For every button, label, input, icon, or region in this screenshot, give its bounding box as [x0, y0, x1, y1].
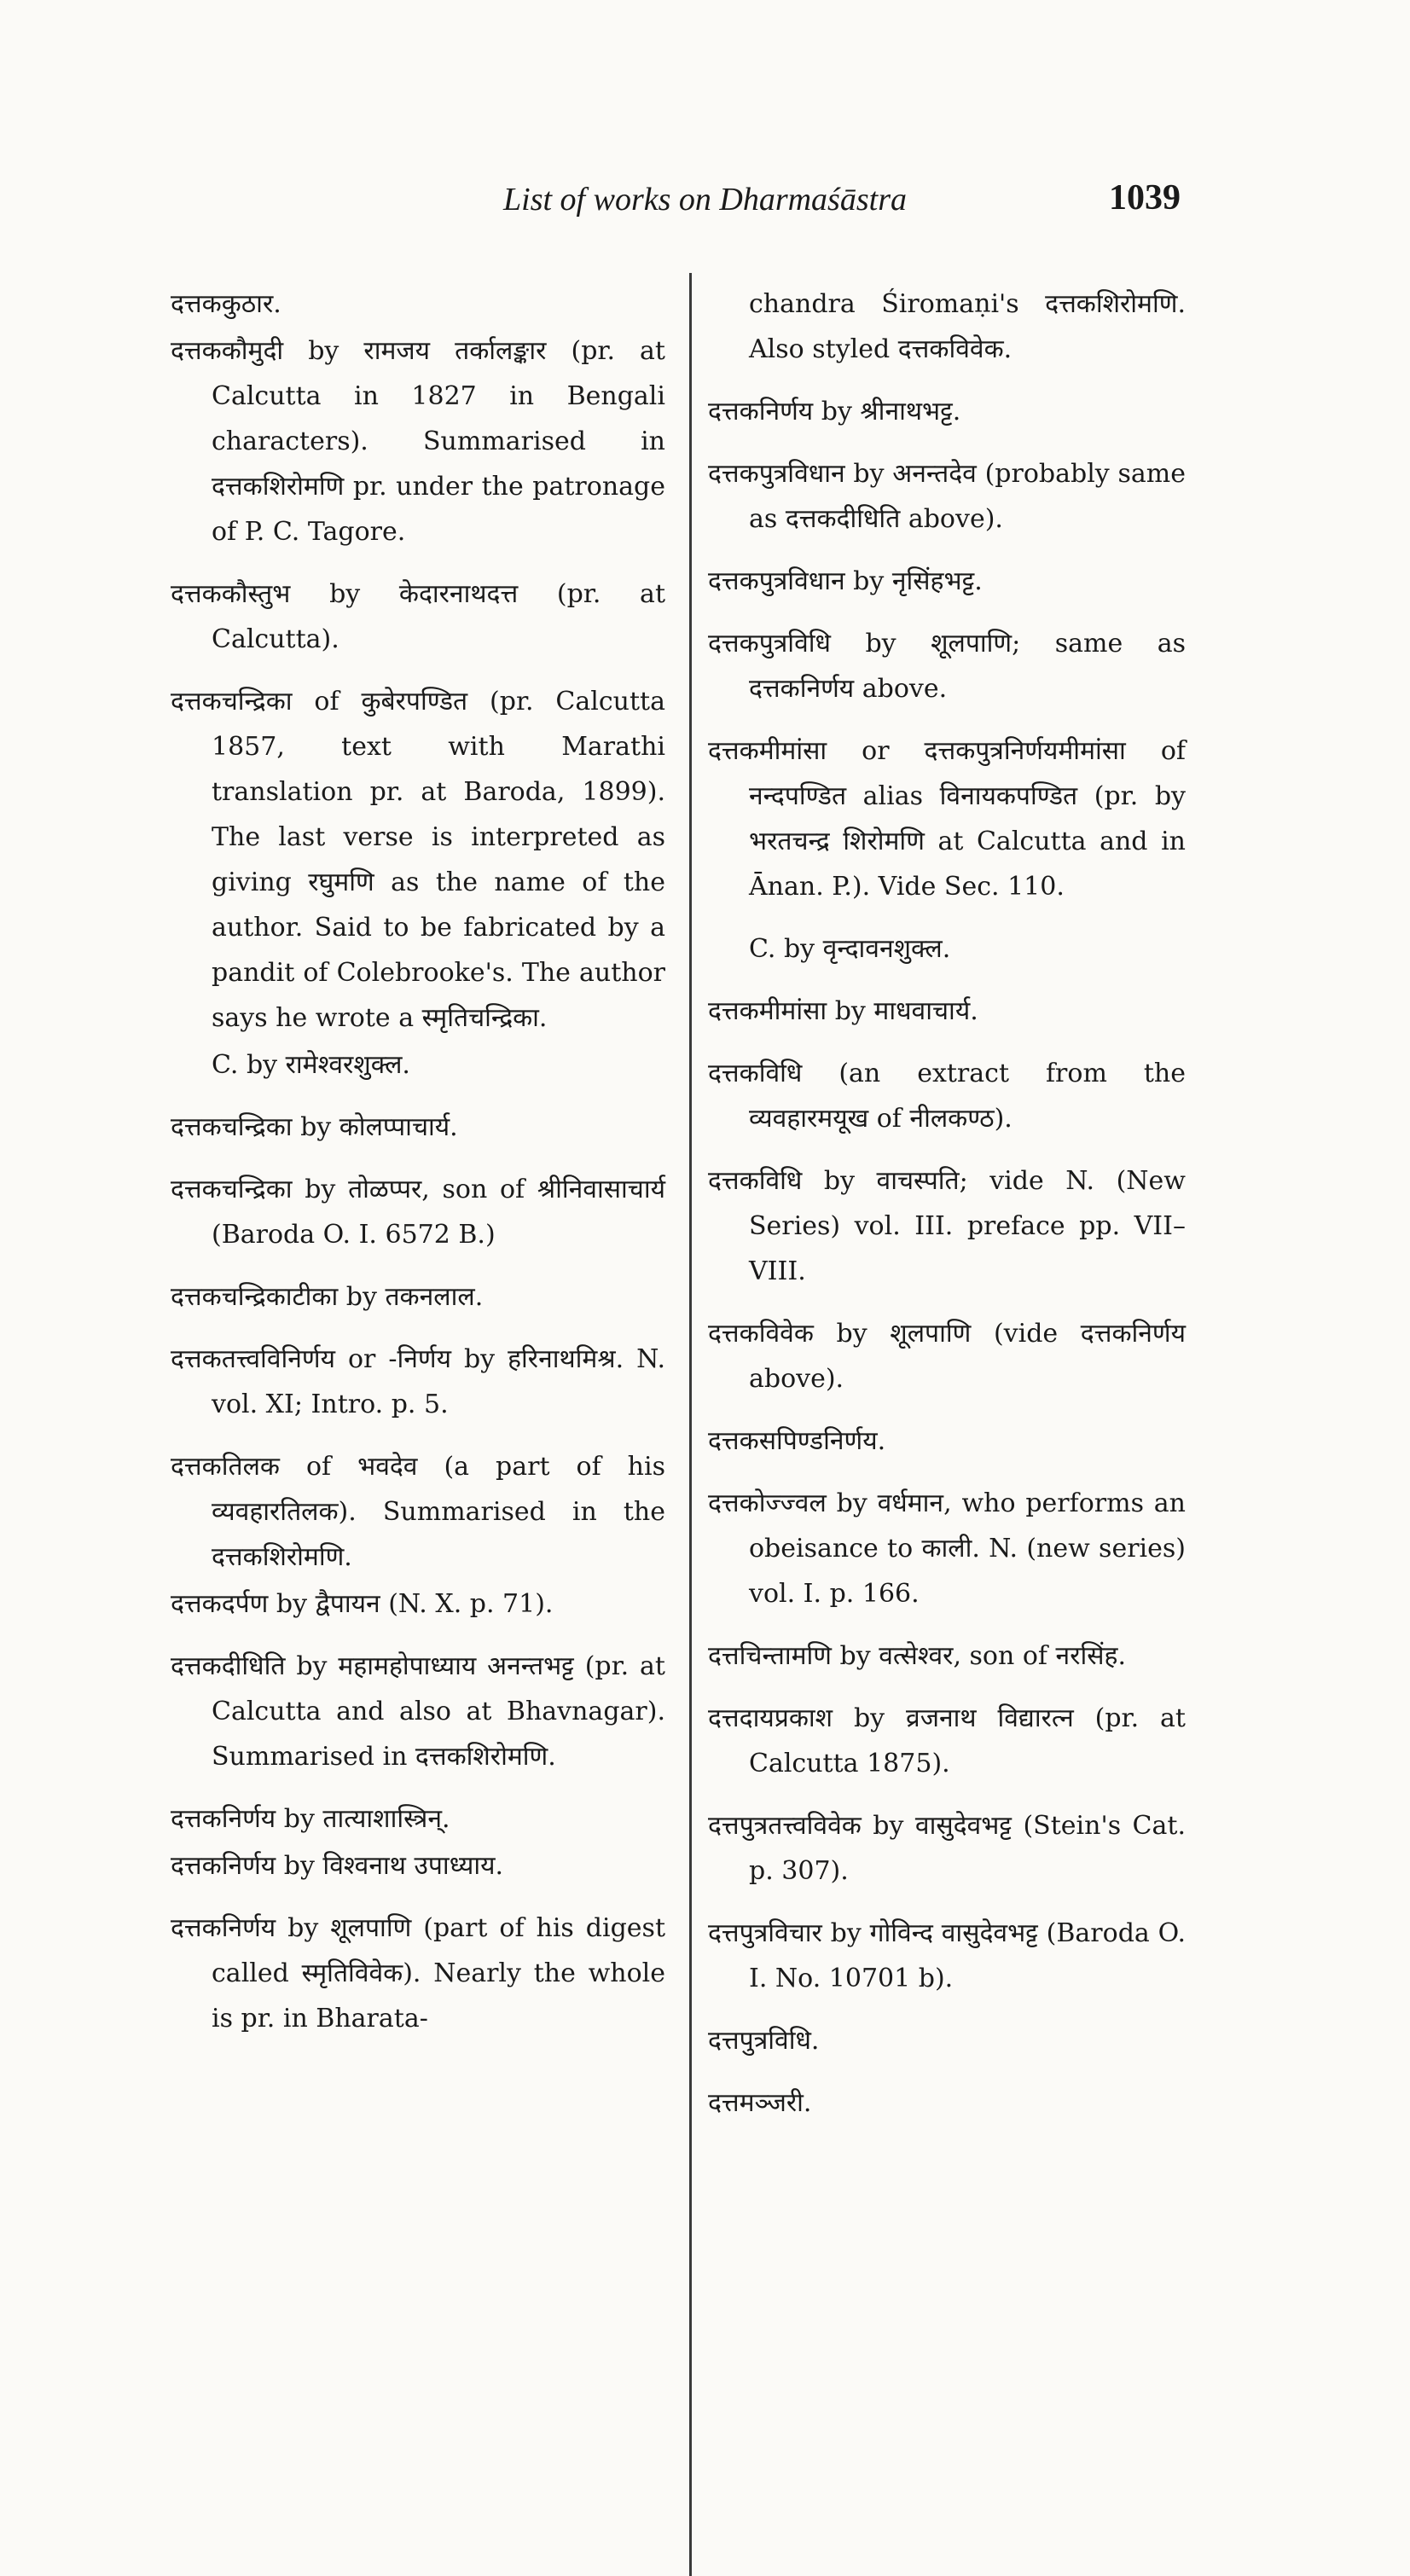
entry: दत्तदायप्रकाश by व्रजनाथ विद्यारत्न (pr. at Calcutta 1875). [708, 1703, 1186, 1778]
entry: दत्तकपुत्रविधि by शूलपाणि; same as दत्तकनिर्णय above. [708, 629, 1186, 704]
entry: दत्तकचन्द्रिका of कुबेरपण्डित (pr. Calcutta 1857, text with Marathi translation pr. at Baroda, 1899). The last verse is interpreted as giving रघुमणि as the name of the author. Said to be fabricated by a pandit of Colebrooke's. The author says he wrote a स्मृतिचन्द्रिका. [171, 687, 665, 1033]
entry: दत्तमञ्जरी. [708, 2088, 812, 2118]
entry: दत्तकतत्त्वविनिर्णय or -निर्णय by हरिनाथमिश्र. N. vol. XI; Intro. p. 5. [171, 1344, 665, 1419]
entry: दत्तकविधि by वाचस्पति; vide N. (New Series) vol. III. preface pp. VII–VIII. [708, 1166, 1186, 1286]
entry: दत्तकदर्पण by द्वैपायन (N. X. p. 71). [171, 1589, 554, 1619]
entry: दत्तचिन्तामणि by वत्सेश्वर, son of नरसिंह. [708, 1641, 1126, 1671]
entry: chandra Śiromaṇi's दत्तकशिरोमणि. Also styled दत्तकविवेक. [749, 289, 1186, 364]
left-column [171, 281, 665, 2058]
page-number: 1039 [1109, 178, 1181, 218]
entry: दत्तकचन्द्रिका by कोलप्पाचार्य. [171, 1112, 458, 1142]
entry: C. by वृन्दावनशुक्ल. [749, 934, 951, 964]
entry: दत्तपुत्रविधि. [708, 2026, 820, 2056]
entry: दत्तकदीधिति by महामहोपाध्याय अनन्तभट्ट (pr. at Calcutta and also at Bhavnagar). Summarised in दत्तकशिरोमणि. [171, 1651, 665, 1772]
entry: दत्तकोज्ज्वल by वर्धमान, who performs an obeisance to काली. N. (new series) vol. I. p. 166. [708, 1488, 1186, 1609]
entry: दत्तकविधि (an extract from the व्यवहारमयूख of नीलकण्ठ). [708, 1059, 1186, 1134]
entry: दत्तकपुत्रविधान by अनन्तदेव (probably same as दत्तकदीधिति above). [708, 459, 1186, 534]
entry: दत्तककुठार. [171, 289, 281, 319]
right-column [708, 281, 1186, 2143]
entry: दत्तकनिर्णय by तात्याशास्त्रिन्. [171, 1804, 450, 1834]
entry: दत्तपुत्रतत्त्वविवेक by वासुदेवभट्ट (Stein's Cat. p. 307). [708, 1811, 1186, 1886]
entry: दत्तककौस्तुभ by केदारनाथदत्त (pr. at Calcutta). [171, 579, 665, 654]
entry: दत्तकमीमांसा by माधवाचार्य. [708, 996, 978, 1026]
entry: दत्तकनिर्णय by श्रीनाथभट्ट. [708, 397, 961, 426]
entry: दत्तककौमुदी by रामजय तर्कालङ्कार (pr. at Calcutta in 1827 in Bengali characters). Summarised in दत्तकशिरोमणि pr. under the patronage of P. C. Tagore. [171, 336, 665, 547]
entry: दत्तकचन्द्रिका by तोळप्पर, son of श्रीनिवासाचार्य (Baroda O. I. 6572 B.) [171, 1175, 665, 1250]
entry: दत्तकमीमांसा or दत्तकपुत्रनिर्णयमीमांसा of नन्दपण्डित alias विनायकपण्डित (pr. by भरतचन्द्र शिरोमणि at Calcutta and in Ānan. P.). Vide Sec. 110. [708, 736, 1186, 902]
entry: दत्तकविवेक by शूलपाणि (vide दत्तकनिर्णय above). [708, 1319, 1186, 1394]
entry: दत्तकसपिण्डनिर्णय. [708, 1426, 886, 1456]
entry: दत्तकचन्द्रिकाटीका by तकनलाल. [171, 1282, 484, 1312]
entry: C. by रामेश्वरशुक्ल. [212, 1050, 410, 1080]
entry: दत्तकतिलक of भवदेव (a part of his व्यवहारतिलक). Summarised in the दत्तकशिरोमणि. [171, 1452, 665, 1572]
entry: दत्तपुत्रविचार by गोविन्द वासुदेवभट्ट (Baroda O. I. No. 10701 b). [708, 1918, 1186, 1993]
entry: दत्तकनिर्णय by विश्वनाथ उपाध्याय. [171, 1851, 504, 1881]
column-divider [689, 273, 692, 2576]
entry: दत्तकपुत्रविधान by नृसिंहभट्ट. [708, 566, 983, 596]
entry: दत्तकनिर्णय by शूलपाणि (part of his digest called स्मृतिविवेक). Nearly the whole is pr. in Bharata- [171, 1913, 665, 2034]
running-header-title: List of works on Dharmaśāstra [503, 182, 907, 218]
